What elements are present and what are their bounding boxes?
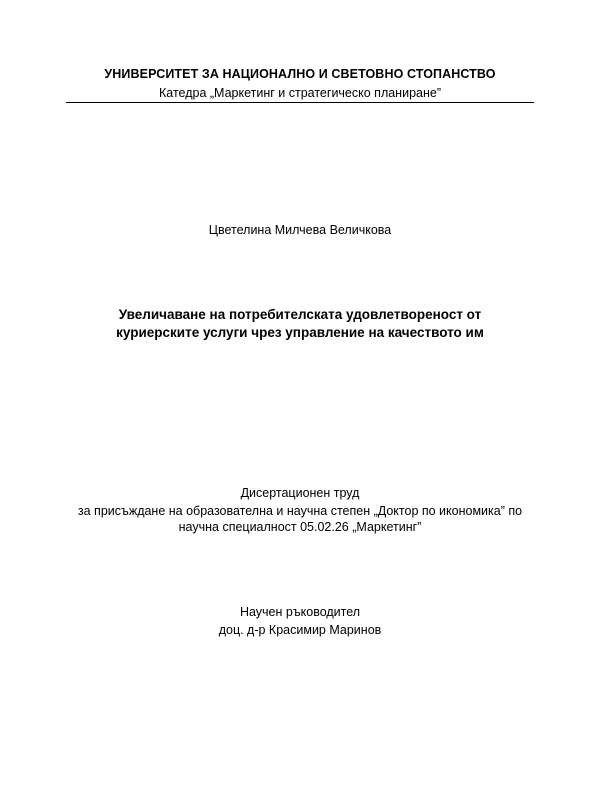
dissertation-title [0, 306, 600, 342]
purpose-line-2: научна специалност 05.02.26 „Маркетинг” [178, 520, 422, 534]
university-name: УНИВЕРСИТЕТ ЗА НАЦИОНАЛНО И СВЕТОВНО СТОПАНСТВО [104, 67, 496, 81]
supervisor-name: доц. д-р Красимир Маринов [218, 623, 382, 637]
author-name: Цветелина Милчева Величкова [208, 223, 392, 237]
title-line-2: куриерските услуги чрез управление на качеството им [116, 325, 484, 340]
thesis-type: Дисертационен труд [240, 486, 360, 500]
title-line-1: Увеличаване на потребителската удовлетвореност от [118, 307, 482, 322]
supervisor-label: Научен ръководител [239, 605, 361, 619]
department-name: Катедра „Маркетинг и стратегическо планиране” [158, 86, 441, 100]
header-divider [66, 102, 534, 103]
purpose-line-1: за присъждане на образователна и научна степен „Доктор по икономика” по [77, 504, 523, 518]
degree-purpose [0, 503, 600, 535]
